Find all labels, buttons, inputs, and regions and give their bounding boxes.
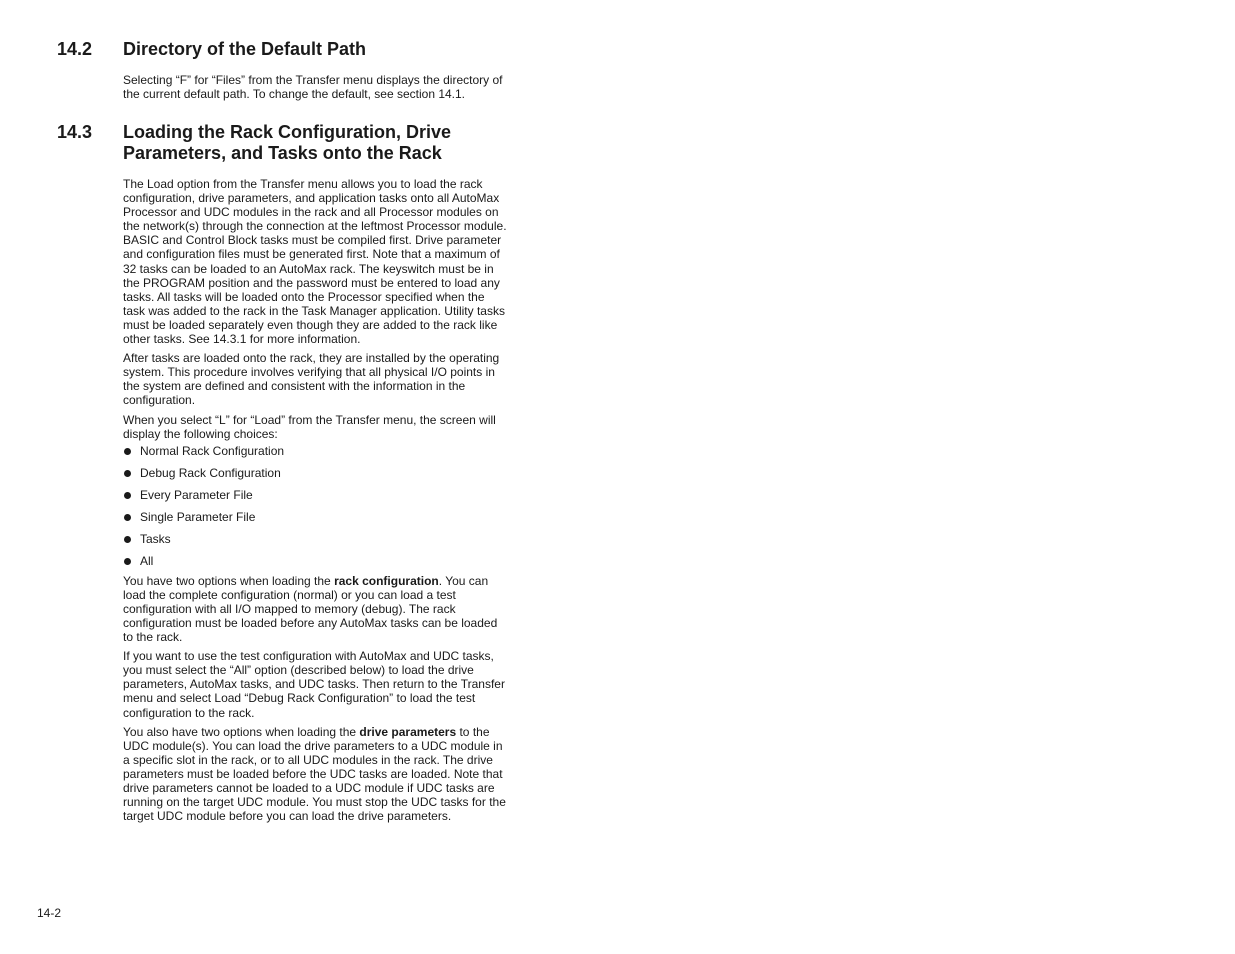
list-item [123, 550, 509, 572]
section-body-14-2 [123, 73, 509, 106]
list-item [123, 528, 509, 550]
bold-term-drive-parameters: drive parameters [359, 724, 457, 739]
load-choices-list [123, 441, 509, 572]
list-item-label: All [140, 553, 154, 568]
paragraph-drive-parameters [123, 725, 509, 824]
page-number: 14-2 [37, 906, 62, 920]
paragraph-rack-configuration [123, 574, 509, 644]
bullet-icon [124, 492, 131, 499]
list-item [123, 462, 509, 484]
list-item-label: Normal Rack Configuration [140, 443, 285, 458]
section-title: Loading the Rack Configuration, Drive Parameters, and Tasks onto the Rack [123, 122, 452, 163]
text-run: You have two options when loading the [123, 573, 335, 588]
bullet-icon [124, 448, 131, 455]
section-body-14-3 [123, 177, 509, 828]
list-item-label: Every Parameter File [140, 487, 253, 502]
bullet-icon [124, 536, 131, 543]
bullet-icon [124, 470, 131, 477]
list-item [123, 484, 509, 506]
text-run: . You can load the complete configuration (normal) or you can load a test configuration with all I/O mapped to memory (debug). The rack configuration must be loaded before any AutoMax tasks can be loaded to the rack. [123, 573, 498, 645]
paragraph-load-choices-intro: When you select “L” for “Load” from the Transfer menu, the screen will display the following choices: [123, 412, 496, 441]
paragraph-installation: After tasks are loaded onto the rack, they are installed by the operating system. This procedure involves verifying that all physical I/O points in the system are defined and consistent with the information in the configuration. [123, 351, 500, 408]
paragraph: Selecting “F” for “Files” from the Transfer menu displays the directory of the current default path. To change the default, see section 14.1. [123, 73, 503, 102]
list-item-label: Tasks [140, 531, 171, 546]
section-heading-14-3 [57, 122, 523, 164]
list-item-label: Single Parameter File [140, 509, 256, 524]
bold-term-rack-configuration: rack configuration [334, 573, 439, 588]
section-number: 14.3 [57, 122, 93, 142]
paragraph-load-option: The Load option from the Transfer menu allows you to load the rack configuration, drive parameters, and application tasks onto all AutoMax Processor and UDC modules in the rack and all Processor modules on the network(s) through the connection at the leftmost Processor module. BASIC and Control Block tasks must be compiled first. Drive parameter and configuration files must be generated first. Note that a maximum of 32 tasks can be loaded to an AutoMax rack. The keyswitch must be in the PROGRAM position and the password must be entered to load any tasks. All tasks will be loaded onto the Processor specified when the task was added to the rack in the Task Manager application. Utility tasks must be loaded separately even though they are added to the rack like other tasks. See 14.3.1 for more information. [123, 177, 507, 347]
section-heading-14-2 [57, 39, 523, 60]
bullet-icon [124, 558, 131, 565]
section-number: 14.2 [57, 39, 93, 59]
list-item-label: Debug Rack Configuration [140, 465, 281, 480]
section-title: Directory of the Default Path [123, 39, 367, 59]
load-choices-list-wrapper [123, 441, 509, 572]
text-run: You also have two options when loading the [123, 724, 360, 739]
list-item [123, 441, 509, 462]
list-item [123, 506, 509, 528]
bullet-icon [124, 514, 131, 521]
paragraph-test-configuration: If you want to use the test configuration with AutoMax and UDC tasks, you must select the “All” option (described below) to load the drive parameters, AutoMax tasks, and UDC tasks. Then return to the Transfer menu and select Load “Debug Rack Configuration” to load the test configuration to the rack. [123, 649, 505, 720]
text-run: to the UDC module(s). You can load the drive parameters to a UDC module in a specific slot in the rack, or to all UDC modules in the rack. The drive parameters must be loaded before the UDC tasks are loaded. Note that drive parameters cannot be loaded to a UDC module if UDC tasks are running on the target UDC module. You must stop the UDC tasks for the target UDC module before you can load the drive parameters. [123, 724, 506, 824]
